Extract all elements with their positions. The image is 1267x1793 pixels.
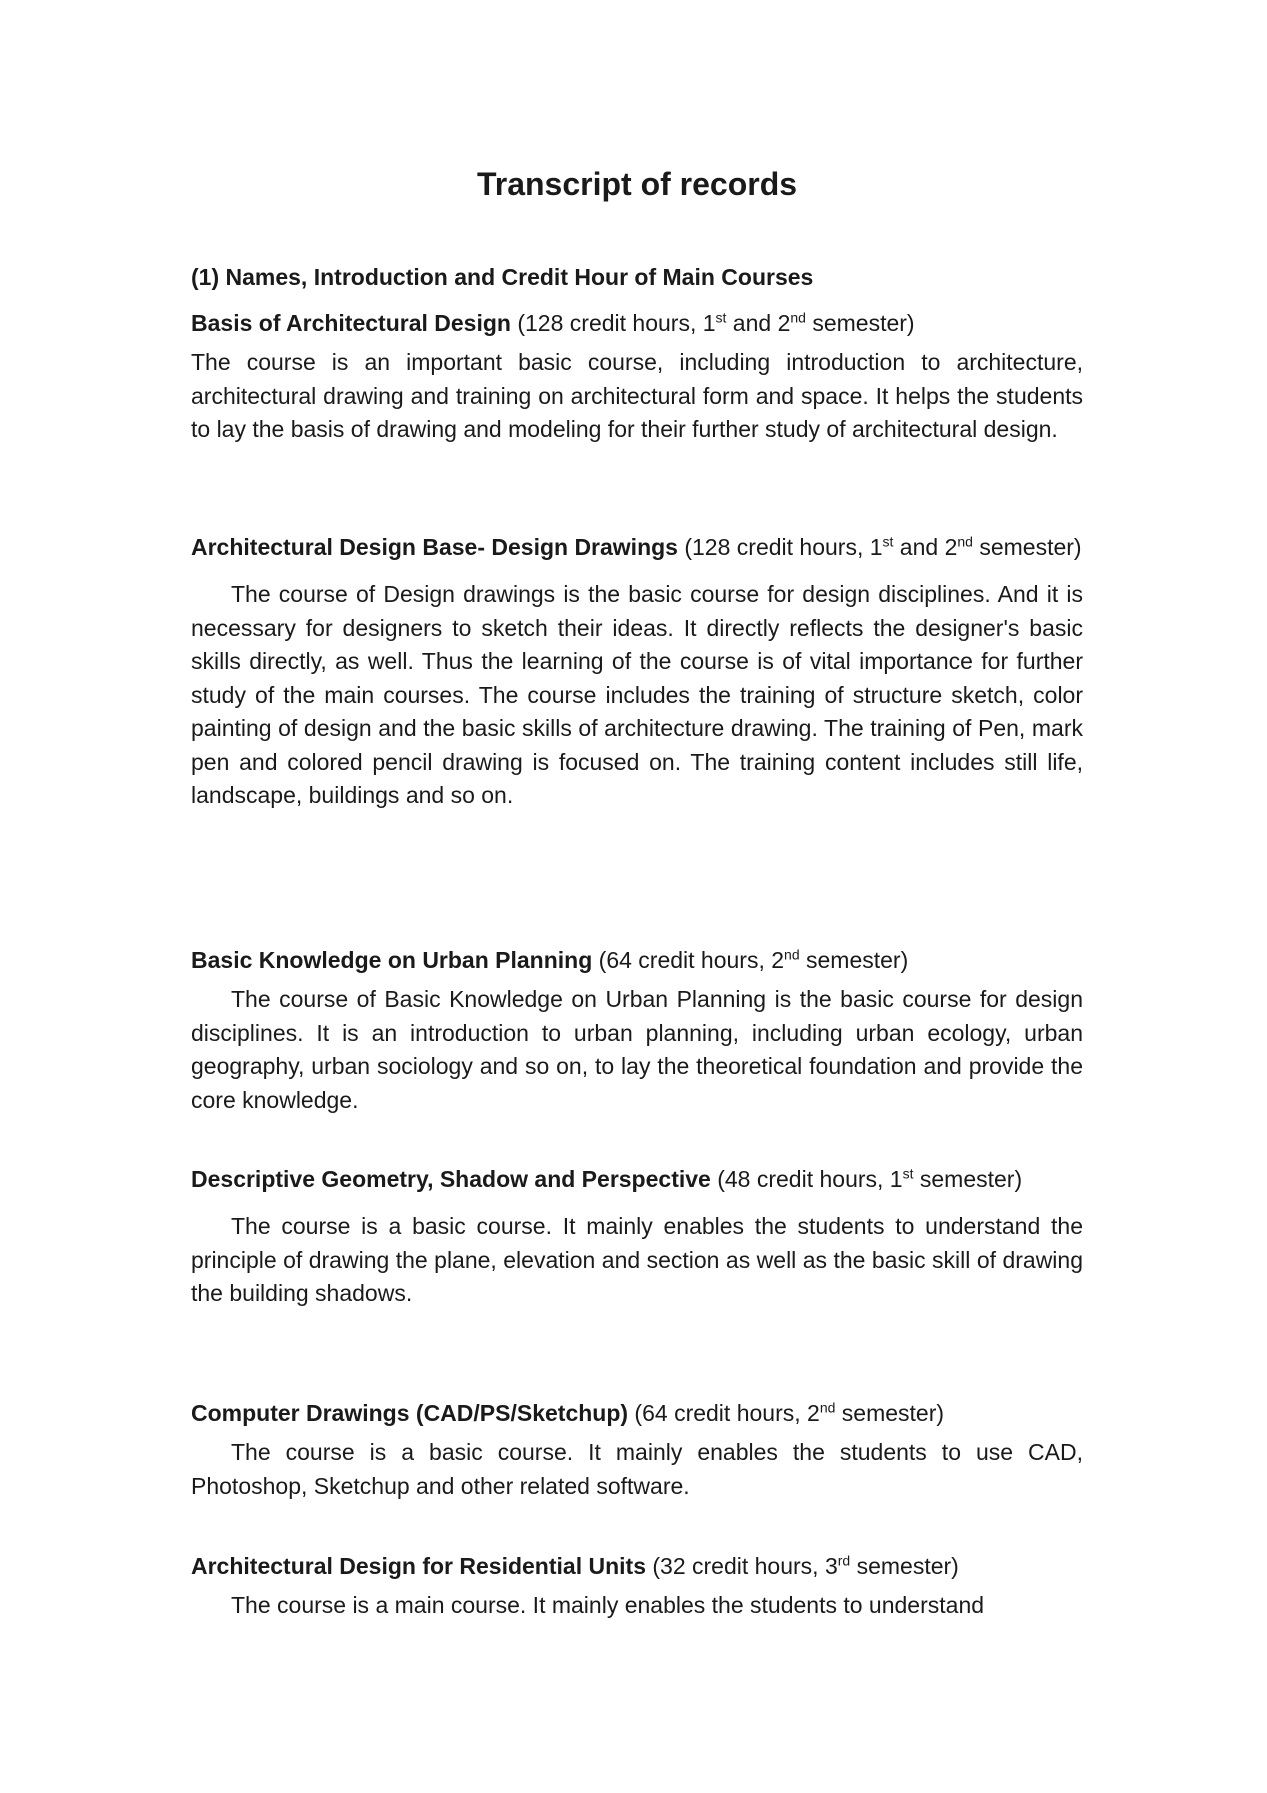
course-entry — [191, 1154, 1083, 1311]
course-heading — [191, 943, 1083, 977]
course-credit: (64 credit hours, 2 — [592, 947, 785, 973]
course-credit: and 2 — [726, 310, 791, 336]
course-description: The course of Basic Knowledge on Urban Planning is the basic course for design disciplines. It is an introduction to urban planning, including urban ecology, urban geography, urban sociology and so on, to lay the theoretical foundation and provide the core knowledge. — [191, 986, 1083, 1113]
course-description: The course is a basic course. It mainly enables the students to use CAD, Photoshop, Sketchup and other related software. — [191, 1439, 1083, 1499]
course-name: Basic Knowledge on Urban Planning — [191, 947, 593, 973]
ordinal-suffix: st — [902, 1165, 914, 1182]
section-heading: (1) Names, Introduction and Credit Hour of Main Courses — [191, 264, 814, 290]
document-page — [191, 0, 1083, 1793]
course-description: The course is a main course. It mainly enables the students to understand — [231, 1592, 985, 1618]
course-credit: semester) — [972, 534, 1082, 560]
course-entry — [191, 1396, 1083, 1503]
course-description: The course is an important basic course, including introduction to architecture, architectural drawing and training on architectural form and space. It helps the students to lay the basis of drawing and modeling for their further study of architectural design. — [191, 349, 1083, 442]
course-name: Architectural Design for Residential Units — [191, 1553, 646, 1579]
course-entry — [191, 943, 1083, 1117]
course-credit: (48 credit hours, 1 — [710, 1166, 903, 1192]
course-entry — [191, 306, 1083, 447]
course-heading — [191, 522, 1083, 572]
ordinal-suffix: nd — [819, 1399, 836, 1416]
course-credit: semester) — [913, 1166, 1023, 1192]
course-credit: semester) — [850, 1553, 959, 1579]
course-heading — [191, 306, 1083, 340]
course-description: The course of Design drawings is the basic course for design disciplines. And it is necessary for designers to sketch their ideas. It directly reflects the designer's basic skills directly, as well. Thus the learning of the course is of vital importance for further study of the main courses. The course includes the training of structure sketch, color painting of design and the basic skills of architecture drawing. The training of Pen, mark pen and colored pencil drawing is focused on. The training content includes still life, landscape, buildings and so on. — [191, 581, 1083, 808]
course-name: Architectural Design Base- Design Drawings — [191, 534, 678, 560]
course-credit: and 2 — [893, 534, 958, 560]
course-heading — [191, 1396, 1083, 1430]
ordinal-suffix: rd — [837, 1552, 851, 1569]
ordinal-suffix: nd — [790, 309, 806, 326]
course-credit: semester) — [799, 947, 909, 973]
course-name: Computer Drawings (CAD/PS/Sketchup) — [191, 1400, 629, 1426]
course-heading — [191, 1549, 1083, 1583]
course-description: The course is a basic course. It mainly enables the students to understand the principle of drawing the plane, elevation and section as well as the basic skill of drawing the building shadows. — [191, 1213, 1083, 1306]
course-credit: (32 credit hours, 3 — [645, 1553, 838, 1579]
ordinal-suffix: nd — [957, 533, 973, 550]
course-name: Descriptive Geometry, Shadow and Perspective — [191, 1166, 711, 1192]
document-title: Transcript of records — [476, 166, 798, 202]
course-credit: semester) — [835, 1400, 945, 1426]
course-credit: (128 credit hours, 1 — [677, 534, 883, 560]
ordinal-suffix: st — [715, 309, 727, 326]
course-name: Basis of Architectural Design — [191, 310, 511, 336]
course-entry — [191, 522, 1083, 813]
course-credit: semester) — [805, 310, 915, 336]
course-credit: (64 credit hours, 2 — [628, 1400, 820, 1426]
course-heading — [191, 1154, 1083, 1204]
course-entry — [191, 1549, 1083, 1623]
ordinal-suffix: st — [882, 533, 894, 550]
course-credit: (128 credit hours, 1 — [510, 310, 716, 336]
ordinal-suffix: nd — [784, 946, 800, 963]
